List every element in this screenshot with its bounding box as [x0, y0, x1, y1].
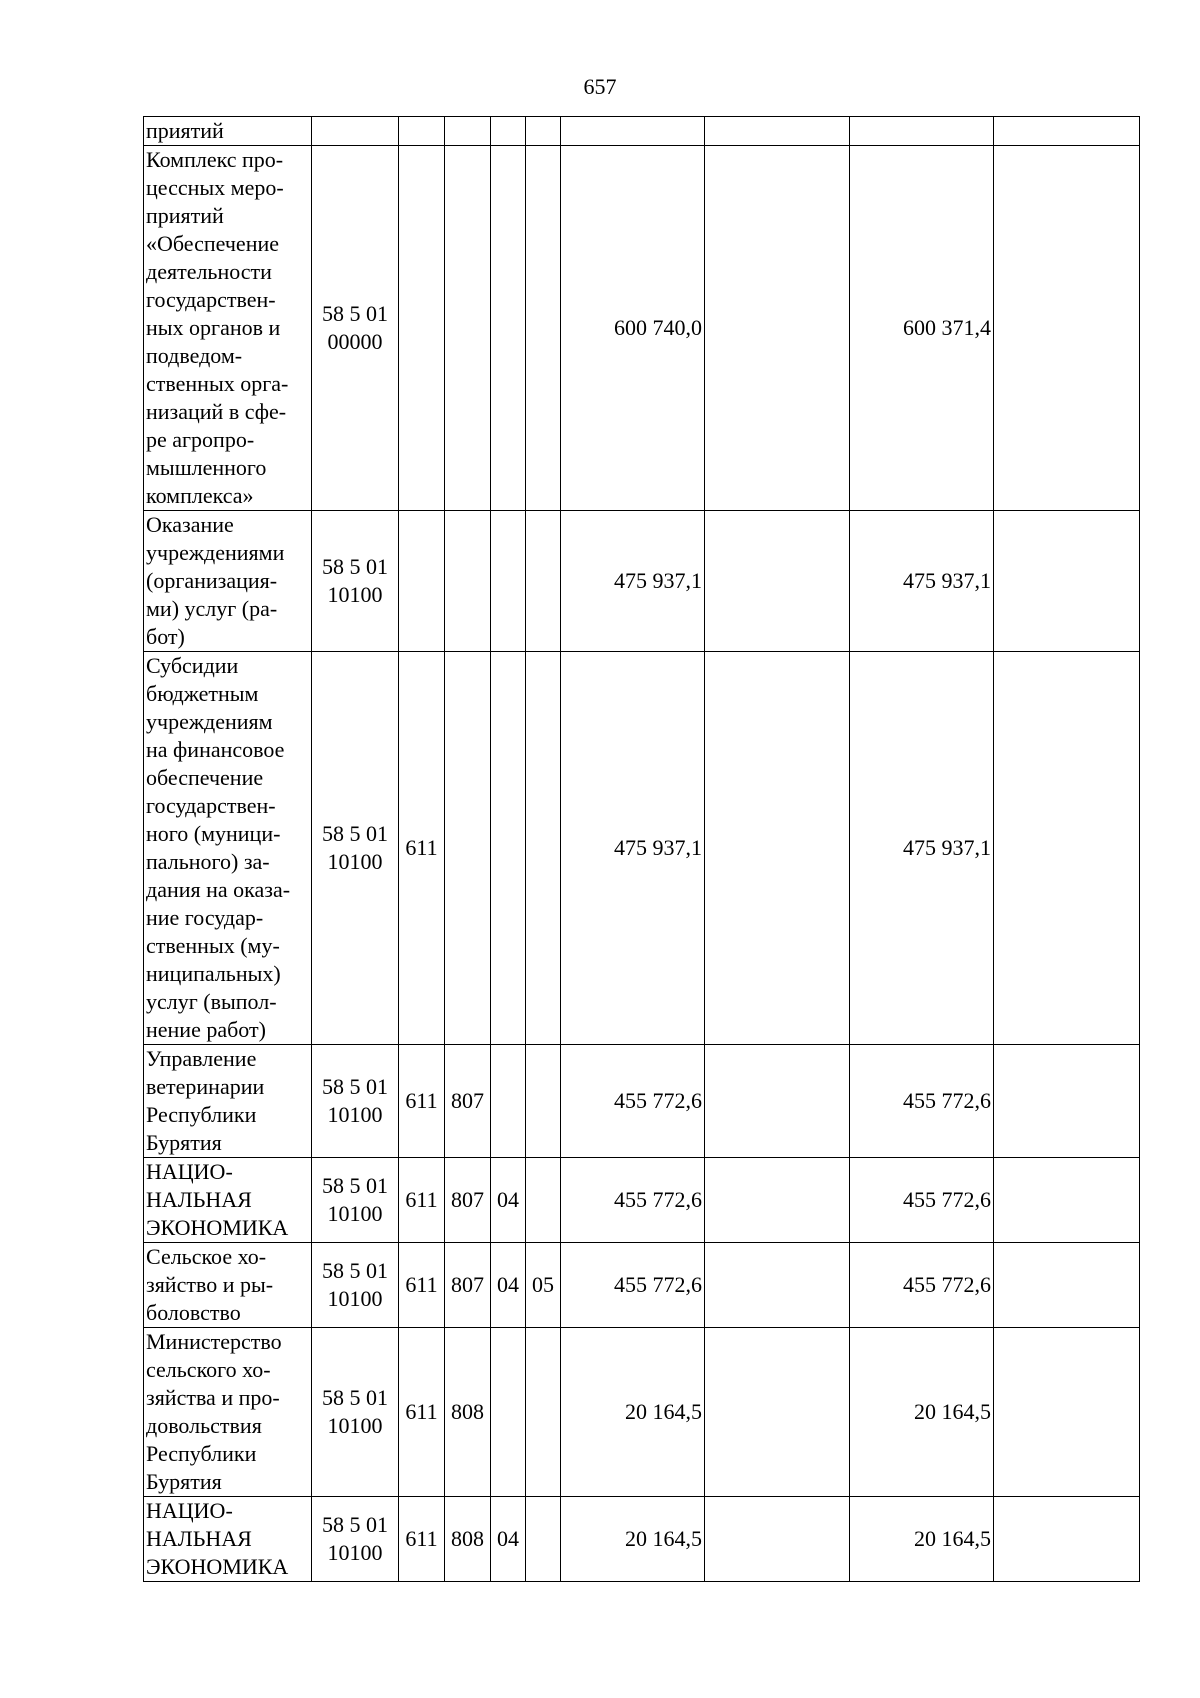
item-name-cell [144, 1243, 312, 1328]
section-cell [491, 146, 526, 511]
item-name-line: ного (муници- [146, 821, 281, 846]
item-name-line: обеспечение [146, 765, 264, 790]
item-name-line: ние государ- [146, 905, 264, 930]
target-code-line: 58 5 01 [322, 554, 388, 579]
item-name-line: деятельности [146, 259, 272, 284]
item-name-line: НАЦИО- [146, 1159, 233, 1184]
amount-cell-1: 455 772,6 [561, 1045, 705, 1158]
department-code-cell: 807 [445, 1243, 491, 1328]
target-code-line: 58 5 01 [322, 1385, 388, 1410]
amount-cell-3: 455 772,6 [850, 1045, 994, 1158]
department-code-cell [445, 146, 491, 511]
target-code-line: 58 5 01 [322, 1173, 388, 1198]
subsection-cell [526, 146, 561, 511]
amount-cell-2 [705, 652, 850, 1045]
amount-cell-3: 20 164,5 [850, 1497, 994, 1582]
item-name-line: «Обеспечение [146, 231, 279, 256]
item-name-line: Республики [146, 1441, 257, 1466]
department-code-cell [445, 117, 491, 146]
target-code-cell [312, 652, 399, 1045]
item-name-line: услуг (выпол- [146, 989, 277, 1014]
item-name-line: мышленного [146, 455, 267, 480]
table-row [144, 1328, 1140, 1497]
table-row [144, 146, 1140, 511]
item-name-line: Бурятия [146, 1469, 222, 1494]
item-name-line: дания на оказа- [146, 877, 291, 902]
table-row [144, 652, 1140, 1045]
item-name-line: учреждениям [146, 709, 273, 734]
department-code-cell: 807 [445, 1158, 491, 1243]
item-name-line: бот) [146, 624, 185, 649]
expense-type-cell: 611 [399, 652, 445, 1045]
amount-cell-4 [994, 1243, 1140, 1328]
target-code-cell [312, 511, 399, 652]
section-cell: 04 [491, 1497, 526, 1582]
item-name-line: Управление [146, 1046, 257, 1071]
item-name-line: ре агропро- [146, 427, 255, 452]
subsection-cell [526, 117, 561, 146]
amount-cell-4 [994, 117, 1140, 146]
item-name-line: государствен- [146, 287, 276, 312]
item-name-line: ственных (му- [146, 933, 280, 958]
target-code-line: 10100 [327, 849, 383, 874]
item-name-cell [144, 1497, 312, 1582]
item-name-line: НАЛЬНАЯ [146, 1526, 252, 1551]
expense-type-cell: 611 [399, 1328, 445, 1497]
item-name-line: Комплекс про- [146, 147, 284, 172]
item-name-cell [144, 1328, 312, 1497]
target-code-cell [312, 146, 399, 511]
amount-cell-4 [994, 1328, 1140, 1497]
item-name-line: приятий [146, 203, 224, 228]
item-name-line: приятий [146, 118, 224, 143]
amount-cell-3: 600 371,4 [850, 146, 994, 511]
item-name-line: бюджетным [146, 681, 259, 706]
item-name-line: учреждениями [146, 540, 285, 565]
target-code-line: 00000 [327, 329, 383, 354]
amount-cell-3: 455 772,6 [850, 1158, 994, 1243]
item-name-line: Оказание [146, 512, 234, 537]
expense-type-cell: 611 [399, 1243, 445, 1328]
item-name-line: боловство [146, 1300, 241, 1325]
item-name-line: ветеринарии [146, 1074, 265, 1099]
target-code-line: 10100 [327, 1102, 383, 1127]
target-code-line: 58 5 01 [322, 821, 388, 846]
target-code-line: 10100 [327, 1413, 383, 1438]
subsection-cell [526, 1497, 561, 1582]
section-cell [491, 1328, 526, 1497]
expense-type-cell: 611 [399, 1045, 445, 1158]
target-code-cell [312, 1158, 399, 1243]
amount-cell-1: 475 937,1 [561, 511, 705, 652]
item-name-cell [144, 1045, 312, 1158]
item-name-line: ниципальных) [146, 961, 281, 986]
item-name-line: зяйство и ры- [146, 1272, 274, 1297]
subsection-cell: 05 [526, 1243, 561, 1328]
target-code-line: 58 5 01 [322, 1074, 388, 1099]
amount-cell-2 [705, 1497, 850, 1582]
subsection-cell [526, 1045, 561, 1158]
amount-cell-1: 455 772,6 [561, 1158, 705, 1243]
amount-cell-3 [850, 117, 994, 146]
item-name-line: ми) услуг (ра- [146, 596, 278, 621]
item-name-line: сельского хо- [146, 1357, 271, 1382]
department-code-cell: 808 [445, 1497, 491, 1582]
amount-cell-1: 475 937,1 [561, 652, 705, 1045]
amount-cell-4 [994, 652, 1140, 1045]
amount-cell-3: 475 937,1 [850, 652, 994, 1045]
section-cell [491, 1045, 526, 1158]
amount-cell-3: 475 937,1 [850, 511, 994, 652]
department-code-cell [445, 652, 491, 1045]
subsection-cell [526, 1328, 561, 1497]
amount-cell-2 [705, 1045, 850, 1158]
target-code-cell [312, 1328, 399, 1497]
item-name-line: Бурятия [146, 1130, 222, 1155]
expense-type-cell [399, 146, 445, 511]
item-name-line: ных органов и [146, 315, 281, 340]
amount-cell-2 [705, 1158, 850, 1243]
item-name-cell [144, 117, 312, 146]
target-code-line: 58 5 01 [322, 1258, 388, 1283]
amount-cell-1: 455 772,6 [561, 1243, 705, 1328]
expense-type-cell: 611 [399, 1497, 445, 1582]
subsection-cell [526, 511, 561, 652]
subsection-cell [526, 652, 561, 1045]
budget-table [143, 116, 1140, 1582]
table-row [144, 1243, 1140, 1328]
expense-type-cell [399, 117, 445, 146]
department-code-cell: 808 [445, 1328, 491, 1497]
target-code-line: 58 5 01 [322, 301, 388, 326]
item-name-line: НАЦИО- [146, 1498, 233, 1523]
item-name-line: Сельское хо- [146, 1244, 267, 1269]
amount-cell-2 [705, 1243, 850, 1328]
amount-cell-1: 20 164,5 [561, 1497, 705, 1582]
table-row [144, 1045, 1140, 1158]
expense-type-cell [399, 511, 445, 652]
target-code-line: 10100 [327, 582, 383, 607]
item-name-line: Субсидии [146, 653, 239, 678]
item-name-line: цессных меро- [146, 175, 284, 200]
department-code-cell [445, 511, 491, 652]
item-name-cell [144, 511, 312, 652]
amount-cell-4 [994, 511, 1140, 652]
item-name-cell [144, 1158, 312, 1243]
amount-cell-1 [561, 117, 705, 146]
subsection-cell [526, 1158, 561, 1243]
table-row [144, 1497, 1140, 1582]
amount-cell-1: 600 740,0 [561, 146, 705, 511]
amount-cell-4 [994, 1158, 1140, 1243]
section-cell [491, 117, 526, 146]
item-name-cell [144, 146, 312, 511]
item-name-line: на финансовое [146, 737, 285, 762]
item-name-line: (организация- [146, 568, 278, 593]
amount-cell-1: 20 164,5 [561, 1328, 705, 1497]
target-code-line: 10100 [327, 1540, 383, 1565]
item-name-line: государствен- [146, 793, 276, 818]
target-code-cell [312, 1045, 399, 1158]
target-code-cell [312, 1497, 399, 1582]
item-name-line: Республики [146, 1102, 257, 1127]
target-code-line: 10100 [327, 1286, 383, 1311]
item-name-line: комплекса» [146, 483, 254, 508]
amount-cell-4 [994, 1497, 1140, 1582]
target-code-cell [312, 117, 399, 146]
section-cell [491, 652, 526, 1045]
amount-cell-3: 455 772,6 [850, 1243, 994, 1328]
amount-cell-4 [994, 146, 1140, 511]
amount-cell-2 [705, 1328, 850, 1497]
item-name-line: нение работ) [146, 1017, 266, 1042]
table-row [144, 511, 1140, 652]
item-name-line: НАЛЬНАЯ [146, 1187, 252, 1212]
item-name-line: ЭКОНОМИКА [146, 1215, 289, 1240]
item-name-line: зяйства и про- [146, 1385, 280, 1410]
item-name-line: довольствия [146, 1413, 262, 1438]
department-code-cell: 807 [445, 1045, 491, 1158]
expense-type-cell: 611 [399, 1158, 445, 1243]
table-row [144, 1158, 1140, 1243]
item-name-line: ственных орга- [146, 371, 289, 396]
amount-cell-4 [994, 1045, 1140, 1158]
item-name-line: пального) за- [146, 849, 270, 874]
table-row [144, 117, 1140, 146]
item-name-cell [144, 652, 312, 1045]
target-code-line: 10100 [327, 1201, 383, 1226]
item-name-line: Министерство [146, 1329, 282, 1354]
section-cell [491, 511, 526, 652]
item-name-line: подведом- [146, 343, 243, 368]
amount-cell-3: 20 164,5 [850, 1328, 994, 1497]
section-cell: 04 [491, 1158, 526, 1243]
page-number: 657 [583, 74, 617, 99]
amount-cell-2 [705, 117, 850, 146]
amount-cell-2 [705, 511, 850, 652]
item-name-line: ЭКОНОМИКА [146, 1554, 289, 1579]
item-name-line: низаций в сфе- [146, 399, 287, 424]
section-cell: 04 [491, 1243, 526, 1328]
target-code-cell [312, 1243, 399, 1328]
amount-cell-2 [705, 146, 850, 511]
target-code-line: 58 5 01 [322, 1512, 388, 1537]
